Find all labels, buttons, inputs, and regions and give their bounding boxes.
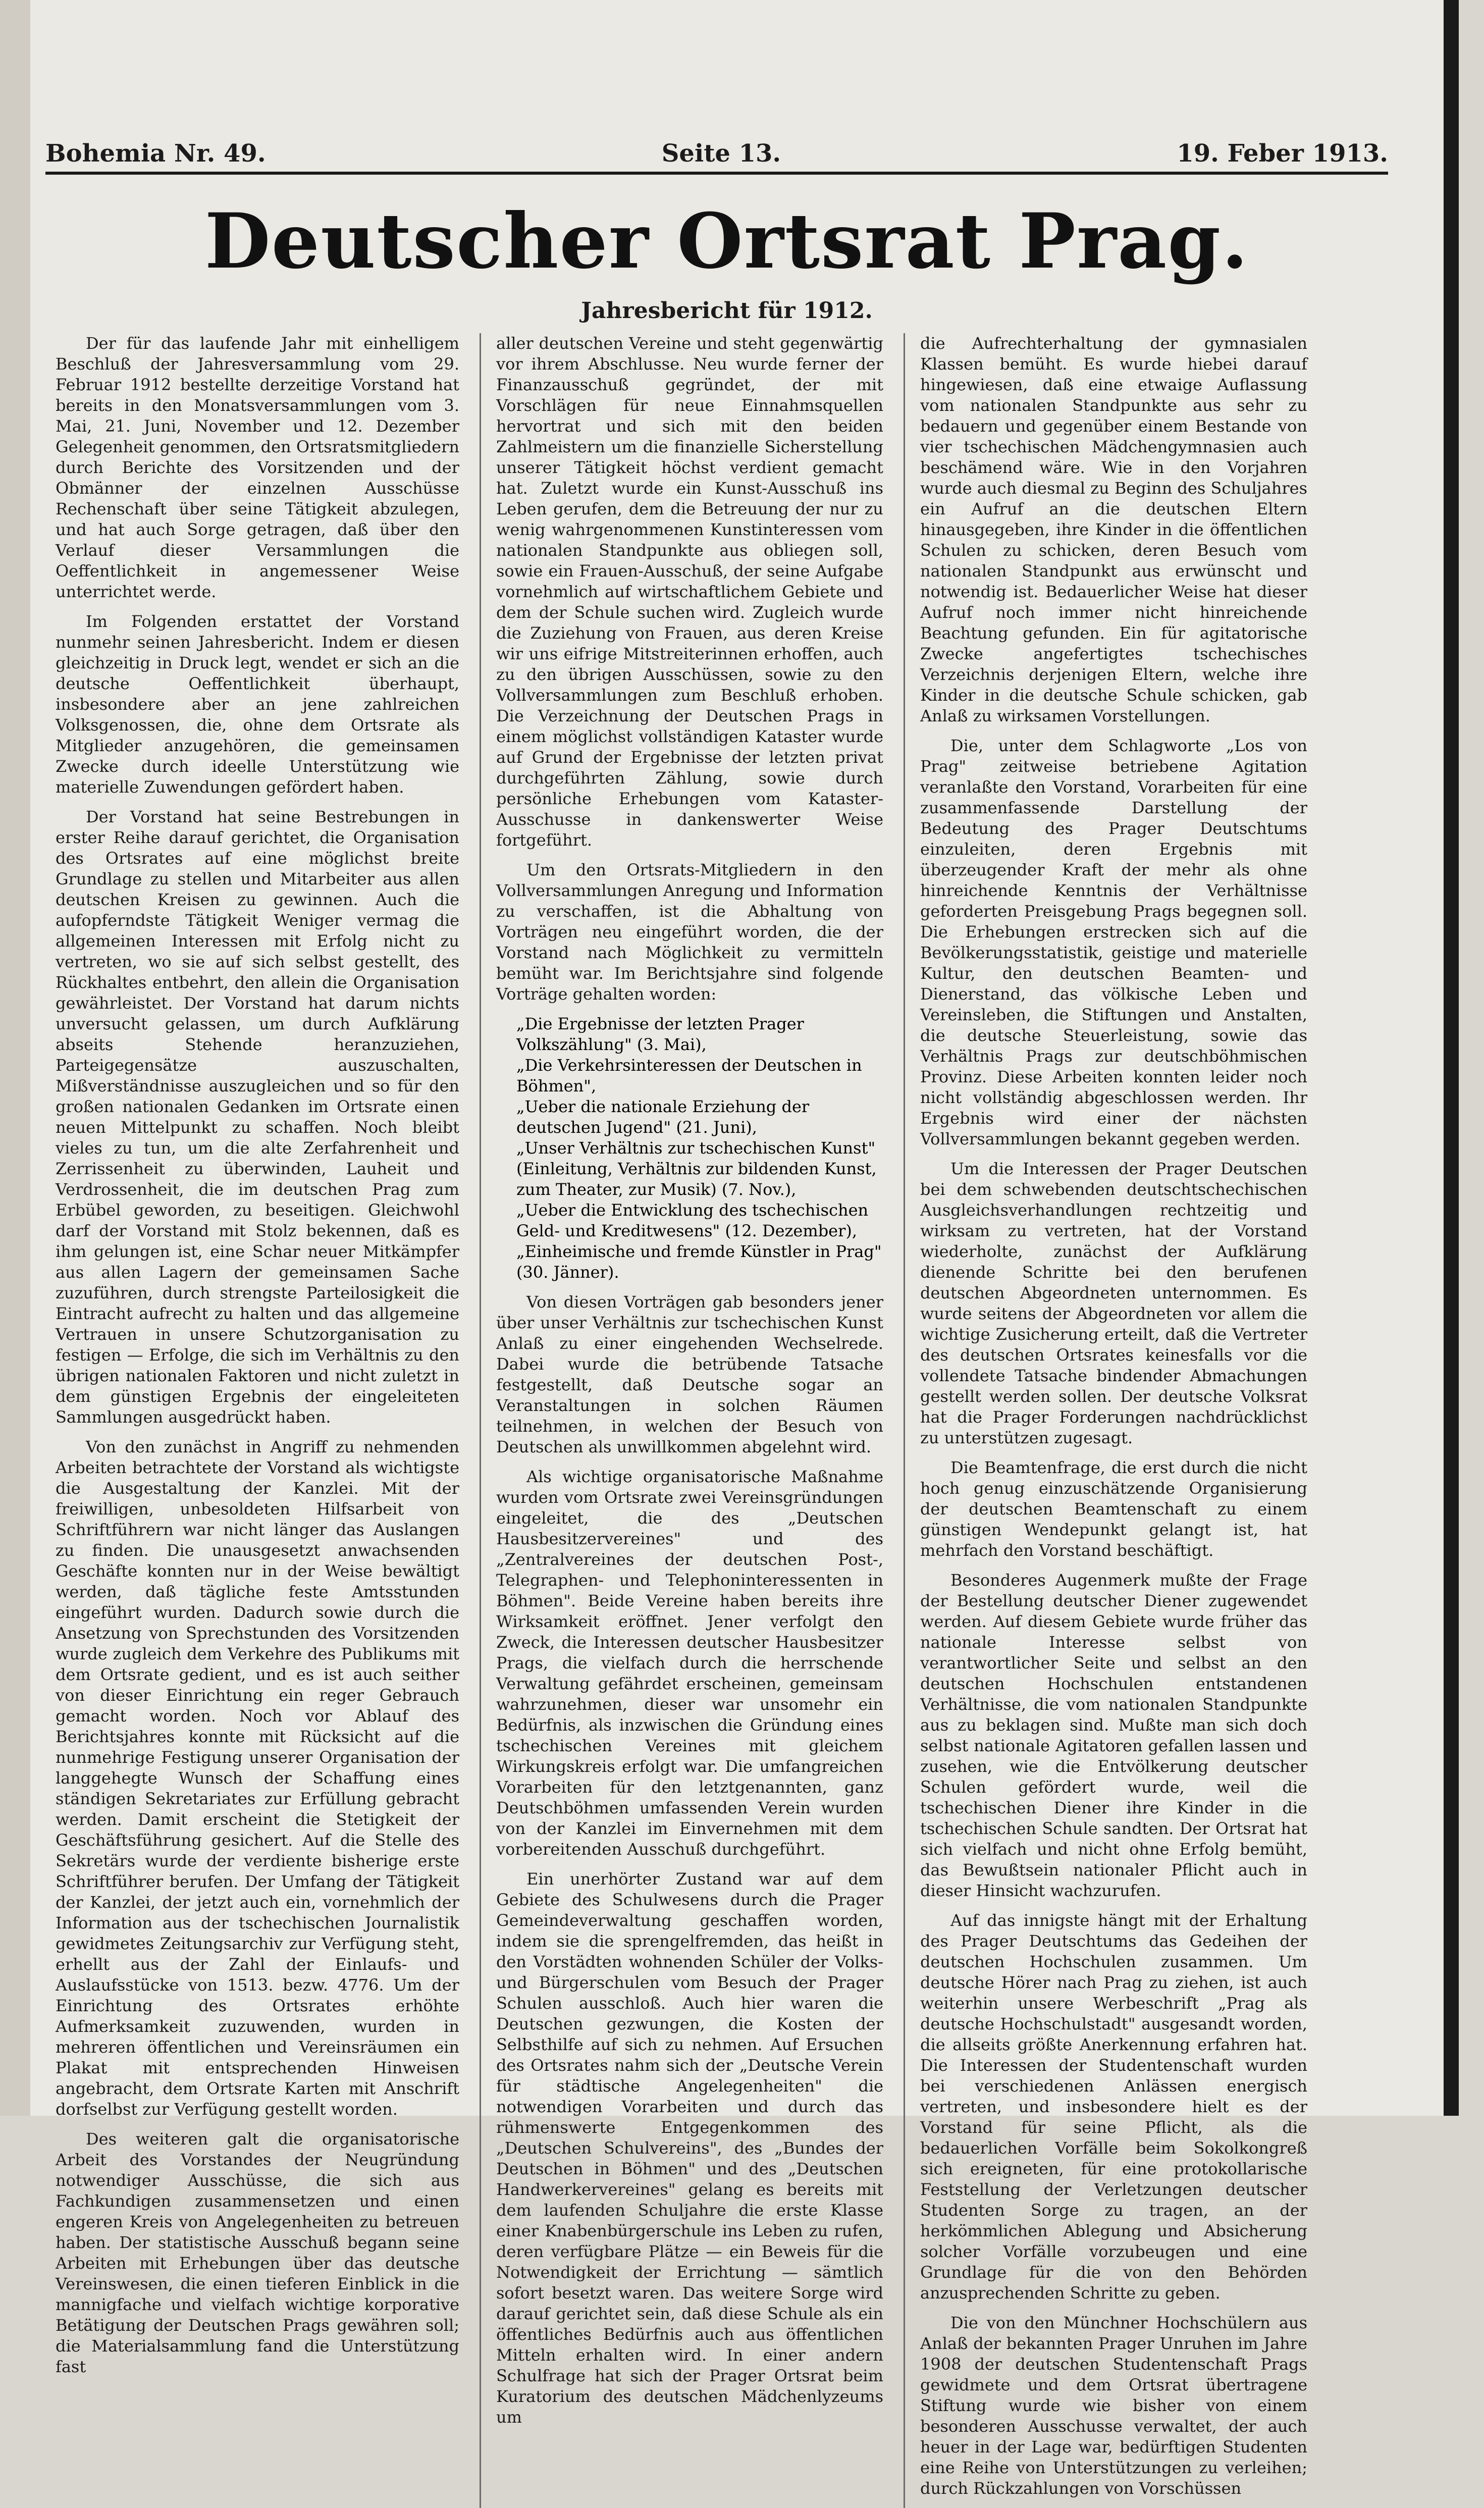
page-header [45, 132, 1388, 168]
paragraph: Der Vorstand hat seine Bestrebungen in erster Reihe darauf gerichtet, die Organisation des Ortsrates auf eine möglichst breite Grundlage zu stellen und Mitarbeiter aus allen deutschen Kreisen zu gewinnen. Auch die aufopferndste Tätigkeit Weniger vermag die allgemeinen Interessen mit Erfolg nicht zu vertreten, wo sie auf sich selbst gestellt, des Rückhaltes entbehrt, den allein die Organisation gewährleistet. Der Vorstand hat darum nichts unversucht gelassen, um durch Aufklärung abseits Stehende heranzuziehen, Parteigegensätze auszuschalten, Mißverständnisse auszugleichen und so für den großen nationalen Gedanken im Ortsrate einen neuen Mittelpunkt zu schaffen. Noch bleibt vieles zu tun, um die alte Zerfahrenheit und Zerrissenheit zu überwinden, Lauheit und Verdrossenheit, die im deutschen Prag zum Erbübel geworden, zu beseitigen. Gleichwohl darf der Vorstand mit Stolz bekennen, daß es ihm gelungen ist, eine Schar neuer Mitkämpfer aus allen Lagern der gemeinsamen Sache zuzuführen, durch strengste Parteilosigkeit die Eintracht aufrecht zu halten und das allgemeine Vertrauen in unsere Schutzorganisation zu festigen — Erfolge, die sich im Verhältnis zu den übrigen nationalen Faktoren und nicht zuletzt in dem günstigen Ergebnis der eingeleiteten Sammlungen ausgedrückt haben. [56, 807, 459, 1427]
article-columns [56, 333, 1307, 2498]
article-subtitle: Jahresbericht für 1912. [581, 298, 873, 324]
article-title: Deutscher Ortsrat Prag. [204, 197, 1249, 286]
header-rule [45, 172, 1388, 175]
lecture-list [496, 1014, 883, 1283]
paragraph: Die von den Münchner Hochschülern aus Anlaß der bekannten Prager Unruhen im Jahre 1908 der deutschen Studentenschaft Prags gewidmete und dem Ortsrat übertragene Stiftung wurde wie bisher von einem besonderen Ausschusse verwaltet, der auch heuer in der Lage war, bedürftigen Studenten eine Reihe von Unterstützungen zu verleihen; durch Rückzahlungen von Vorschüssen [920, 2313, 1307, 2498]
paragraph: Um die Interessen der Prager Deutschen bei dem schwebenden deutschtschechischen Ausgleichsverhandlungen rechtzeitig und wirksam zu vertreten, hat der Vorstand wiederholte, zunächst der Aufklärung dienende Schritte bei den berufenen deutschen Abgeordneten unternommen. Es wurde seitens der Abgeordneten vor allem die wichtige Zusicherung erteilt, daß die Vertreter des deutschen Ortsrates keinesfalls vor die vollendete Tatsache bindender Abmachungen gestellt werden sollen. Der deutsche Volksrat hat die Prager Forderungen nachdrücklichst zu unterstützen zugesagt. [920, 1159, 1307, 1447]
paragraph: Von den zunächst in Angriff zu nehmenden Arbeiten betrachtete der Vorstand als wichtigste die Ausgestaltung der Kanzlei. Mit der freiwilligen, unbesoldeten Hilfsarbeit von Schriftführern war nicht länger das Auslangen zu finden. Die unausgesetzt anwachsenden Geschäfte konnten nur in der Weise bewältigt werden, daß tägliche feste Amtsstunden eingeführt wurden. Dadurch sowie durch die Ansetzung von Sprechstunden des Vorsitzenden wurde zugleich dem Verkehre des Publikums mit dem Ortsrate gedient, und es ist auch seither von dieser Einrichtung ein reger Gebrauch gemacht worden. Noch vor Ablauf des Berichtsjahres konnte mit Rücksicht auf die nunmehrige Festigung unserer Organisation der langgehegte Wunsch der Schaffung eines ständigen Sekretariates zur Erfüllung gebracht werden. Damit erscheint die Stetigkeit der Geschäftsführung gesichert. Auf die Stelle des Sekretärs wurde der verdiente bisherige erste Schriftführer berufen. Der Umfang der Tätigkeit der Kanzlei, der jetzt auch ein, vornehmlich der Information aus der tschechischen Journalistik gewidmetes Zeitungsarchiv zur Verfügung steht, erhellt aus der Zahl der Einlaufs- und Auslaufsstücke von 1513. bezw. 4776. Um der Einrichtung des Ortsrates erhöhte Aufmerksamkeit zuzuwenden, wurden in mehreren öffentlichen und Vereinsräumen ein Plakat mit entsprechenden Hinweisen angebracht, dem Ortsrate Karten mit Anschrift dorfselbst zur Verfügung gestellt worden. [56, 1437, 459, 2119]
paragraph: Im Folgenden erstattet der Vorstand nunmehr seinen Jahresbericht. Indem er diesen gleichzeitig in Druck legt, wendet er sich an die deutsche Oeffentlichkeit überhaupt, insbesondere aber an jene zahlreichen Volksgenossen, die, ohne dem Ortsrate als Mitglieder anzugehören, die gemeinsamen Zwecke durch ideelle Unterstützung wie materielle Zuwendungen gefördert haben. [56, 612, 459, 797]
paragraph: Ein unerhörter Zustand war auf dem Gebiete des Schulwesens durch die Prager Gemeindeverwaltung geschaffen worden, indem sie die sprengelfremden, das heißt in den Vorstädten wohnenden Schüler der Volks- und Bürgerschulen vom Besuch der Prager Schulen ausschloß. Auch hier waren die Deutschen gezwungen, die Kosten der Selbsthilfe auf sich zu nehmen. Auf Ersuchen des Ortsrates nahm sich der „Deutsche Verein für städtische Angelegenheiten" die notwendigen Vorarbeiten und durch das rühmenswerte Entgegenkommen des „Deutschen Schulvereins", des „Bundes der Deutschen in Böhmen" und des „Deutschen Handwerkervereines" gelang es bereits mit dem laufenden Schuljahre die erste Klasse einer Knabenbürgerschule ins Leben zu rufen, deren verfügbare Plätze — ein Beweis für die Notwendigkeit der Errichtung — sämtlich sofort besetzt waren. Das weitere Sorge wird darauf gerichtet sein, daß diese Schule als ein öffentliches Bedürfnis auch aus öffentlichen Mitteln erhalten wird. In einer andern Schulfrage hat sich der Prager Ortsrat beim Kuratorium des deutschen Mädchenlyzeums um [496, 1869, 883, 2427]
column-3 [904, 333, 1307, 2508]
lecture-item: „Ueber die Entwicklung des tschechischen Geld- und Kreditwesens" (12. Dezember), [516, 1200, 869, 1240]
lecture-item: „Die Ergebnisse der letzten Prager Volkszählung" (3. Mai), [516, 1014, 804, 1054]
lecture-item: „Die Verkehrsinteressen der Deutschen in Böhmen", [516, 1056, 862, 1095]
paragraph: Der für das laufende Jahr mit einhelligem Beschluß der Jahresversammlung vom 29. Februar 1912 bestellte derzeitige Vorstand hat bereits in den Monatsversammlungen vom 3. Mai, 21. Juni, November und 12. Dezember Gelegenheit genommen, den Ortsratsmitgliedern durch Berichte des Vorsitzenden und der Obmänner der einzelnen Ausschüsse Rechenschaft über seine Tätigkeit abzulegen, und hat auch Sorge getragen, daß über den Verlauf dieser Versammlungen die Oeffentlichkeit in angemessener Weise unterrichtet werde. [56, 334, 459, 601]
paragraph: Als wichtige organisatorische Maßnahme wurden vom Ortsrate zwei Vereinsgründungen eingeleitet, die des „Deutschen Hausbesitzervereines" und des „Zentralvereines der deutschen Post-, Telegraphen- und Telephoninteressenten in Böhmen". Beide Vereine haben bereits ihre Wirksamkeit eröffnet. Jener verfolgt den Zweck, die Interessen deutscher Hausbesitzer Prags, die vielfach durch die herrschende Verwaltung gefährdet erscheinen, gemeinsam wahrzunehmen, dieser war unsomehr ein Bedürfnis, als inzwischen die Gründung eines tschechischen Vereines mit gleichem Wirkungskreis erfolgt war. Die umfangreichen Vorarbeiten für den letztgenannten, ganz Deutschböhmen umfassenden Verein wurden von der Kanzlei im Einvernehmen mit dem vorbereitenden Ausschuß durchgeführt. [496, 1467, 883, 1859]
lecture-item: „Unser Verhältnis zur tschechischen Kunst" (Einleitung, Verhältnis zur bildenden Kunst, zum Theater, zur Musik) (7. Nov.), [516, 1138, 877, 1199]
column-1 [56, 333, 459, 2508]
paragraph: aller deutschen Vereine und steht gegenwärtig vor ihrem Abschlusse. Neu wurde ferner der Finanzausschuß gegründet, der mit Vorschlägen für neue Einnahmsquellen hervortrat und sich mit den beiden Zahlmeistern um die finanzielle Sicherstellung unserer Tätigkeit höchst verdient gemacht hat. Zuletzt wurde ein Kunst-Ausschuß ins Leben gerufen, dem die Betreuung der nur zu wenig wahrgenommenen Kunstinteressen vom nationalen Standpunkte aus obliegen soll, sowie ein Frauen-Ausschuß, der seine Aufgabe vornehmlich auf wirtschaftlichem Gebiete und dem der Schule suchen wird. Zugleich wurde die Zuziehung von Frauen, aus deren Kreise wir uns eifrige Mitstreiterinnen erhoffen, auch zu den übrigen Ausschüssen, sowie zu den Vollversammlungen zum Beschluß erhoben. Die Verzeichnung der Deutschen Prags in einem möglichst vollständigen Kataster wurde auf Grund der Ergebnisse der letzten privat durchgeführten Zählung, sowie durch persönliche Erhebungen vom Kataster-Ausschusse in dankenswerter Weise fortgeführt. [496, 334, 883, 850]
paragraph: Die, unter dem Schlagworte „Los von Prag" zeitweise betriebene Agitation veranlaßte den Vorstand, Vorarbeiten für eine zusammenfassende Darstellung der Bedeutung des Prager Deutschtums einzuleiten, deren Ergebnis mit überzeugender Kraft der mehr als ohne hinreichende Kenntnis der Verhältnisse geforderten Preisgebung Prags begegnen soll. Die Erhebungen erstrecken sich auf die Bevölkerungsstatistik, geistige und materielle Kultur, den deutschen Beamten- und Dienerstand, das völkische Leben und Vereinsleben, die Stiftungen und Anstalten, die deutsche Steuerleistung, sowie das Verhältnis Prags zur deutschböhmischen Provinz. Diese Arbeiten konnten leider noch nicht vollständig abgeschlossen werden. Ihr Ergebnis wird einer der nächsten Vollversammlungen bekannt gegeben werden. [920, 736, 1307, 1148]
header-page-number: Seite 13. [661, 139, 781, 168]
paragraph: Von diesen Vorträgen gab besonders jener über unser Verhältnis zur tschechischen Kunst Anlaß zu einer eingehenden Wechselrede. Dabei wurde die betrübende Tatsache festgestellt, daß Deutsche sogar an Veranstaltungen in solchen Räumen teilnehmen, in welchen der Besuch von Deutschen als unwillkommen abgelehnt wird. [496, 1292, 883, 1456]
paragraph: Um den Ortsrats-Mitgliedern in den Vollversammlungen Anregung und Information zu verschaffen, ist die Abhaltung von Vorträgen neu eingeführt worden, die der Vorstand nach Möglichkeit zu vermitteln bemüht war. Im Berichtsjahre sind folgende Vorträge gehalten worden: [496, 860, 883, 1004]
lecture-item: „Einheimische und fremde Künstler in Prag" (30. Jänner). [516, 1242, 882, 1282]
paragraph: Die Beamtenfrage, die erst durch die nicht hoch genug einzuschätzende Organisierung der deutschen Beamtenschaft zu einem günstigen Wendepunkt gelangt ist, hat mehrfach den Vorstand beschäftigt. [920, 1458, 1307, 1560]
lecture-item: „Ueber die nationale Erziehung der deutschen Jugend" (21. Juni), [516, 1097, 810, 1137]
column-2 [480, 333, 883, 2508]
paragraph: die Aufrechterhaltung der gymnasialen Klassen bemüht. Es wurde hiebei darauf hingewiesen, daß eine etwaige Auflassung vom nationalen Standpunkte aus sehr zu bedauern und gegenüber einem Bestande von vier tschechischen Mädchengymnasien auch beschämend wäre. Wie in den Vorjahren wurde auch diesmal zu Beginn des Schuljahres ein Aufruf an die deutschen Eltern hinausgegeben, ihre Kinder in die öffentlichen Schulen zu schicken, deren Besuch vom nationalen Standpunkt aus erwünscht und notwendig ist. Bedauerlicher Weise hat dieser Aufruf noch immer nicht hinreichende Beachtung gefunden. Ein für agitatorische Zwecke angefertigtes tschechisches Verzeichnis derjenigen Eltern, welche ihre Kinder in die deutsche Schule schicken, gab Anlaß zu wirksamen Vorstellungen. [920, 334, 1307, 725]
paragraph: Auf das innigste hängt mit der Erhaltung des Prager Deutschtums das Gedeihen der deutschen Hochschulen zusammen. Um deutsche Hörer nach Prag zu ziehen, ist auch weiterhin unsere Werbeschrift „Prag als deutsche Hochschulstadt" ausgesandt worden, die allseits größte Anerkennung erfahren hat. Die Interessen der Studentenschaft wurden bei verschiedenen Anlässen energisch vertreten, und insbesondere hielt es der Vorstand für seine Pflicht, als die bedauerlichen Vorfälle beim Sokolkongreß sich ereigneten, für eine protokollarische Feststellung der Verletzungen deutscher Studenten Sorge zu tragen, an der herkömmlichen Ablegung und Absicherung solcher Vorfälle vorzubeugen und eine Grundlage für die von den Behörden anzusprechenden Schritte zu geben. [920, 1911, 1307, 2303]
header-publication: Bohemia Nr. 49. [45, 139, 266, 168]
paragraph: Besonderes Augenmerk mußte der Frage der Bestellung deutscher Diener zugewendet werden. Auf diesem Gebiete wurde früher das nationale Interesse selbst von verantwortlicher Seite und selbst an den deutschen Hochschulen entstandenen Verhältnisse, die vom nationalen Standpunkte aus zu beklagen sind. Mußte man sich doch selbst nationale Agitatoren gefallen lassen und zusehen, wie die Entvölkerung deutscher Schulen gefördert wurde, weil die tschechischen Diener ihre Kinder in die tschechischen Schule sandten. Der Ortsrat hat sich vielfach und nicht ohne Erfolg bemüht, das Bewußtsein nationaler Pflicht auch in dieser Hinsicht wachzurufen. [920, 1571, 1307, 1900]
header-date: 19. Feber 1913. [1177, 139, 1388, 168]
paragraph: Des weiteren galt die organisatorische Arbeit des Vorstandes der Neugründung notwendiger Ausschüsse, die sich aus Fachkundigen zusammensetzen und einen engeren Kreis von Angelegenheiten zu betreuen haben. Der statistische Ausschuß begann seine Arbeiten mit Erhebungen über das deutsche Vereinswesen, die einen tieferen Einblick in die mannigfache und vielfach wichtige korporative Betätigung der Deutschen Prags gewähren soll; die Materialsammlung fand die Unterstützung fast [56, 2129, 459, 2376]
